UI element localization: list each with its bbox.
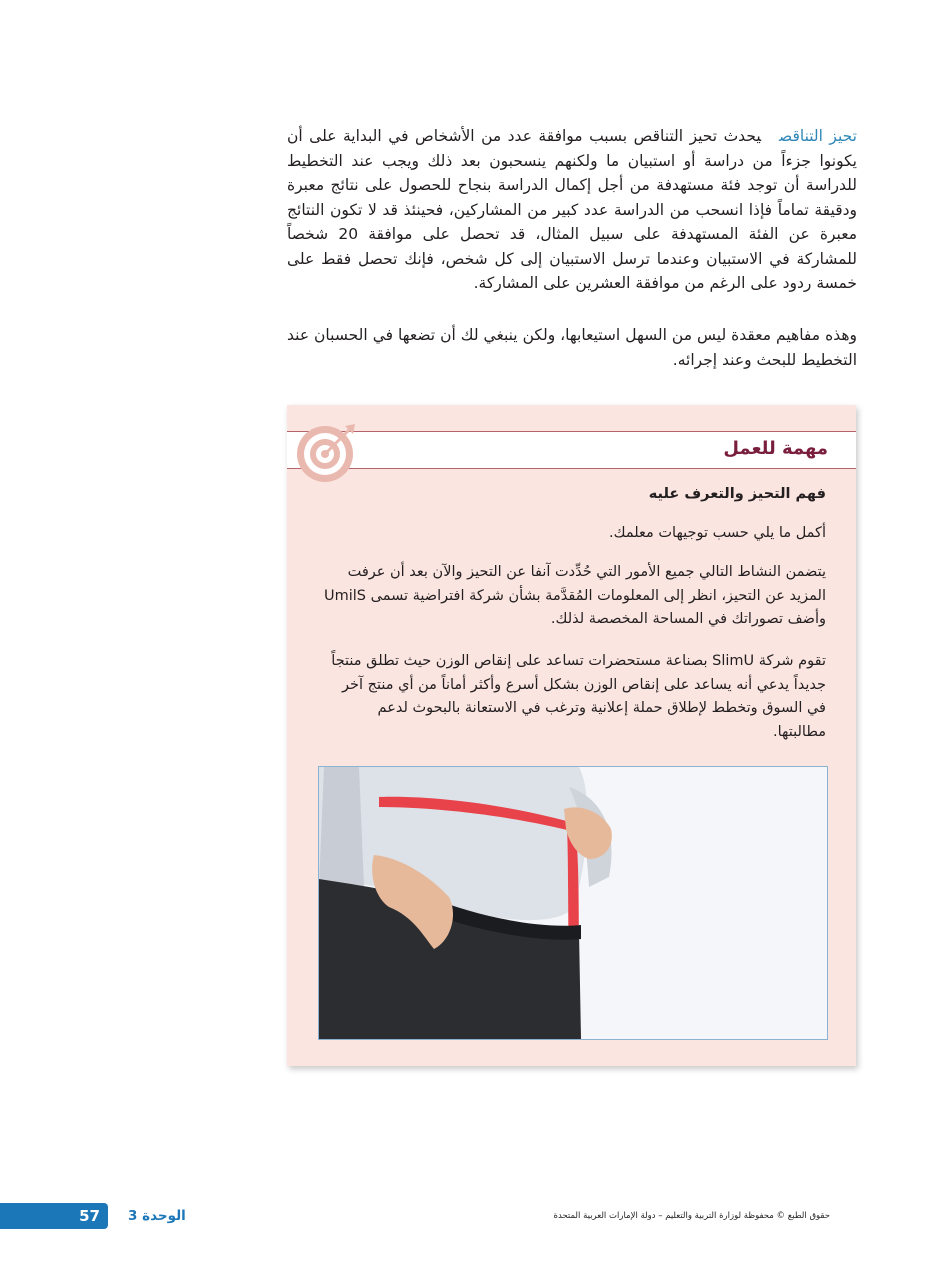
task-subtitle: فهم التحيز والتعرف عليه bbox=[648, 486, 826, 502]
paragraph-text: يحدث تحيز التناقص بسبب موافقة عدد من الأشخاص في البداية على أن يكونوا جزءاً من دراسة أو استبيان ما ولكنهم ينسحبون بعد ذلك ويجب عند التخطيط للدراسة أن توجد فئة مستهدفة من أجل إكمال الدراسة بنجاح للحصول على نتائج معبرة ودقيقة تماماً فإذا انسحب من الدراسة عدد كبير من المشاركين، فحينئذ قد لا تكون النتائج معبرة عن الفئة المستهدفة على سبيل المثال، قد تحصل على موافقة 20 شخصاً للمشاركة في الاستبيان وعندما ترسل الاستبيان إلى كل شخص، فإنك تحصل فقط على خمسة ردود على الرغم من موافقة العشرين على المشاركة. bbox=[287, 127, 857, 292]
task-instruction: أكمل ما يلي حسب توجيهات معلمك. bbox=[609, 525, 826, 541]
task-title: مهمة للعمل bbox=[723, 438, 828, 459]
measuring-tape-photo bbox=[318, 766, 828, 1040]
task-paragraph-1: يتضمن النشاط التالي جميع الأمور التي حُدِّدت آنفا عن التحيز والآن بعد أن عرفت المزيد عن التحيز، انظر إلى المعلومات المُقدَّمة بشأن شركة افتراضية تسمى UmilS وأضف تصوراتك في المساحة المخصصة لذلك. bbox=[324, 564, 826, 627]
task-box bbox=[287, 405, 856, 1066]
paragraph-complex-concepts: وهذه مفاهيم معقدة ليس من السهل استيعابها، ولكن ينبغي لك أن تضعها في الحسبان عند التخطيط للبحث وعند إجرائه. bbox=[287, 326, 857, 369]
page-number: 57 bbox=[79, 1207, 100, 1225]
unit-label: الوحدة 3 bbox=[128, 1208, 186, 1224]
photo-illustration bbox=[319, 767, 827, 1039]
page-number-tab bbox=[0, 1203, 108, 1229]
task-paragraph-2: تقوم شركة SlimU بصناعة مستحضرات تساعد على إنقاص الوزن حيث تطلق منتجاً جديداً يدعي أنه يساعد على إنقاص الوزن بشكل أسرع وأكثر أماناً من أي منتج آخر في السوق وتخطط لإطلاق حملة إعلانية وترغب في الاستعانة بالبحوث لدعم مطالبتها. bbox=[331, 653, 826, 740]
term-label: تحيز التناقص bbox=[779, 127, 857, 145]
copyright-notice: حقوق الطبع © محفوظة لوزارة التربية والتعليم – دولة الإمارات العربية المتحدة bbox=[553, 1211, 830, 1221]
task-header bbox=[287, 431, 856, 469]
paragraph-attrition-bias bbox=[287, 124, 857, 296]
target-icon bbox=[295, 420, 359, 484]
